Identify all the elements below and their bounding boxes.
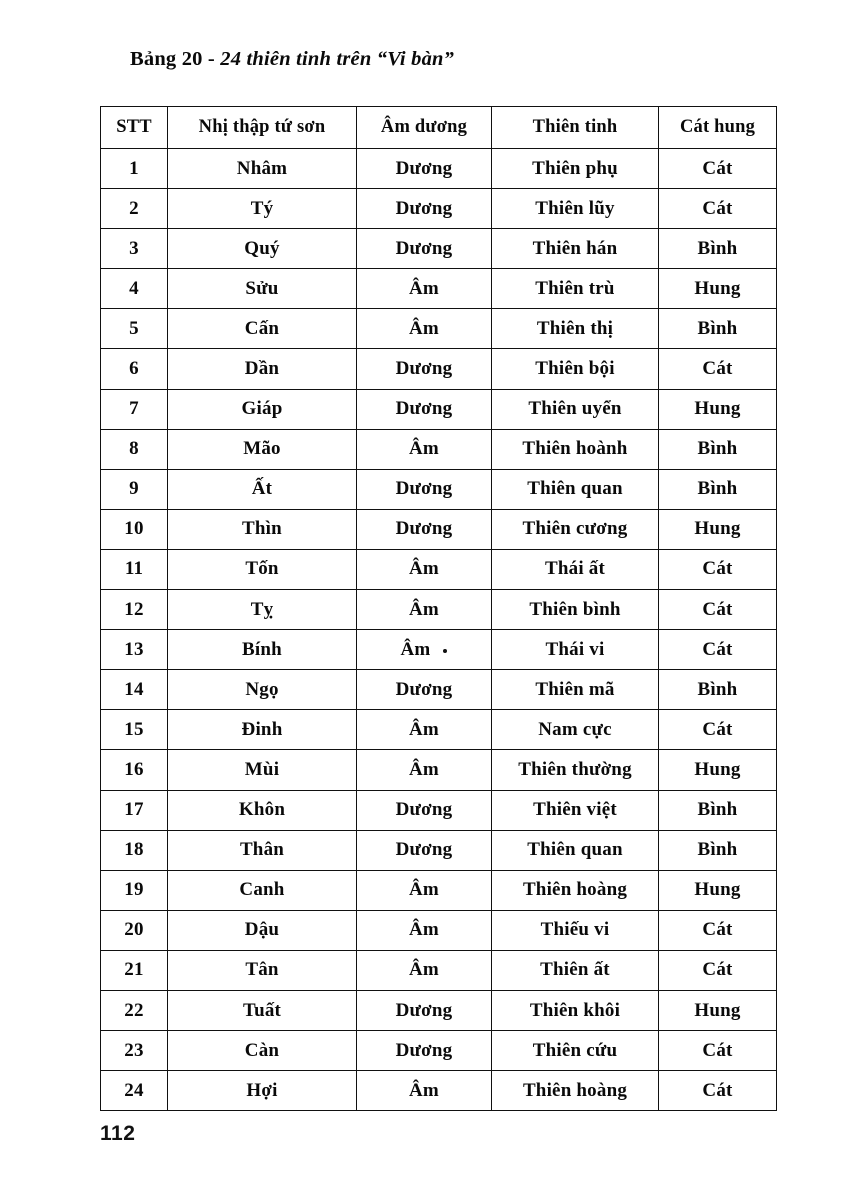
- cell-am-duong: Dương: [357, 830, 492, 870]
- page-number: 112: [100, 1122, 136, 1145]
- cell-thien-tinh: Thiên cương: [492, 509, 659, 549]
- table-caption-lead: Bảng 20 -: [130, 48, 221, 70]
- table-caption-title: 24 thiên tinh trên “Vi bàn”: [220, 48, 455, 70]
- cell-son: Tỵ: [168, 590, 357, 630]
- cell-stt: 4: [101, 269, 168, 309]
- cell-stt: 16: [101, 750, 168, 790]
- cell-cat-hung: Cát: [659, 590, 777, 630]
- cell-cat-hung: Cát: [659, 189, 777, 229]
- cell-thien-tinh: Nam cực: [492, 710, 659, 750]
- cell-stt: 17: [101, 790, 168, 830]
- cell-stt: 21: [101, 950, 168, 990]
- cell-am-duong: Dương: [357, 790, 492, 830]
- cell-am-duong: Dương: [357, 389, 492, 429]
- cell-son: Khôn: [168, 790, 357, 830]
- table-row: [101, 630, 777, 670]
- cell-am-duong: Âm: [357, 870, 492, 910]
- cell-cat-hung: Hung: [659, 750, 777, 790]
- table-row: [101, 149, 777, 189]
- cell-son: Cấn: [168, 309, 357, 349]
- cell-stt: 2: [101, 189, 168, 229]
- table-header-row: [101, 107, 777, 149]
- cell-thien-tinh: Thiên phụ: [492, 149, 659, 189]
- cell-stt: 8: [101, 429, 168, 469]
- cell-am-duong: Dương: [357, 149, 492, 189]
- cell-thien-tinh: Thiên việt: [492, 790, 659, 830]
- cell-am-duong: Dương: [357, 349, 492, 389]
- cell-cat-hung: Cát: [659, 549, 777, 589]
- table-row: [101, 750, 777, 790]
- cell-stt: 5: [101, 309, 168, 349]
- table-row: [101, 509, 777, 549]
- cell-cat-hung: Bình: [659, 790, 777, 830]
- cell-am-duong: Dương: [357, 469, 492, 509]
- cell-son: Bính: [168, 630, 357, 670]
- cell-am-duong: Dương: [357, 189, 492, 229]
- cell-cat-hung: Bình: [659, 229, 777, 269]
- cell-thien-tinh: Thiên mã: [492, 670, 659, 710]
- cell-stt: 19: [101, 870, 168, 910]
- cell-stt: 9: [101, 469, 168, 509]
- table-row: [101, 549, 777, 589]
- cell-son: Ất: [168, 469, 357, 509]
- cell-cat-hung: Hung: [659, 990, 777, 1030]
- cell-am-duong: Âm: [357, 590, 492, 630]
- table-row: [101, 309, 777, 349]
- cell-cat-hung: Bình: [659, 469, 777, 509]
- stars-table: [100, 106, 777, 1111]
- cell-son: Càn: [168, 1031, 357, 1071]
- table-row: [101, 349, 777, 389]
- column-header-am-duong: Âm dương: [357, 107, 492, 149]
- cell-stt: 24: [101, 1071, 168, 1111]
- cell-son: Dần: [168, 349, 357, 389]
- cell-cat-hung: Bình: [659, 429, 777, 469]
- cell-am-duong: Âm: [357, 630, 492, 670]
- table-body: [101, 149, 777, 1111]
- table-row: [101, 830, 777, 870]
- cell-thien-tinh: Thiên trù: [492, 269, 659, 309]
- cell-am-duong: Âm: [357, 309, 492, 349]
- cell-thien-tinh: Thiên uyển: [492, 389, 659, 429]
- cell-cat-hung: Cát: [659, 950, 777, 990]
- cell-son: Ngọ: [168, 670, 357, 710]
- stars-table-container: [100, 106, 776, 1111]
- cell-thien-tinh: Thiên thị: [492, 309, 659, 349]
- cell-son: Mão: [168, 429, 357, 469]
- cell-son: Dậu: [168, 910, 357, 950]
- table-row: [101, 189, 777, 229]
- cell-am-duong: Âm: [357, 710, 492, 750]
- cell-stt: 15: [101, 710, 168, 750]
- cell-cat-hung: Hung: [659, 870, 777, 910]
- cell-am-duong: Âm: [357, 269, 492, 309]
- cell-stt: 6: [101, 349, 168, 389]
- cell-thien-tinh: Thiên bình: [492, 590, 659, 630]
- cell-am-duong: Âm: [357, 1071, 492, 1111]
- cell-son: Sửu: [168, 269, 357, 309]
- cell-son: Thân: [168, 830, 357, 870]
- table-row: [101, 1071, 777, 1111]
- table-row: [101, 670, 777, 710]
- cell-cat-hung: Cát: [659, 1071, 777, 1111]
- column-header-thien-tinh: Thiên tinh: [492, 107, 659, 149]
- cell-thien-tinh: Thiên hoành: [492, 429, 659, 469]
- cell-am-duong: Dương: [357, 509, 492, 549]
- cell-cat-hung: Bình: [659, 670, 777, 710]
- cell-stt: 23: [101, 1031, 168, 1071]
- cell-stt: 11: [101, 549, 168, 589]
- cell-thien-tinh: Thiên quan: [492, 830, 659, 870]
- cell-cat-hung: Cát: [659, 630, 777, 670]
- table-row: [101, 870, 777, 910]
- table-row: [101, 710, 777, 750]
- cell-thien-tinh: Thiên quan: [492, 469, 659, 509]
- cell-son: Giáp: [168, 389, 357, 429]
- cell-stt: 3: [101, 229, 168, 269]
- table-row: [101, 1031, 777, 1071]
- cell-son: Mùi: [168, 750, 357, 790]
- table-row: [101, 269, 777, 309]
- cell-son: Canh: [168, 870, 357, 910]
- cell-cat-hung: Bình: [659, 309, 777, 349]
- cell-am-duong: Dương: [357, 990, 492, 1030]
- table-row: [101, 469, 777, 509]
- column-header-stt: STT: [101, 107, 168, 149]
- table-row: [101, 950, 777, 990]
- cell-son: Đinh: [168, 710, 357, 750]
- cell-thien-tinh: Thái ất: [492, 549, 659, 589]
- cell-cat-hung: Cát: [659, 149, 777, 189]
- cell-cat-hung: Cát: [659, 910, 777, 950]
- cell-son: Nhâm: [168, 149, 357, 189]
- stray-ink-dot: [443, 649, 447, 653]
- column-header-son: Nhị thập tứ sơn: [168, 107, 357, 149]
- cell-am-duong: Dương: [357, 1031, 492, 1071]
- cell-stt: 18: [101, 830, 168, 870]
- cell-stt: 12: [101, 590, 168, 630]
- cell-thien-tinh: Thiên lũy: [492, 189, 659, 229]
- cell-cat-hung: Hung: [659, 509, 777, 549]
- cell-am-duong: Âm: [357, 910, 492, 950]
- table-row: [101, 429, 777, 469]
- column-header-cat-hung: Cát hung: [659, 107, 777, 149]
- cell-cat-hung: Bình: [659, 830, 777, 870]
- table-row: [101, 990, 777, 1030]
- cell-thien-tinh: Thiên thường: [492, 750, 659, 790]
- cell-son: Tuất: [168, 990, 357, 1030]
- table-row: [101, 910, 777, 950]
- table-row: [101, 790, 777, 830]
- cell-stt: 22: [101, 990, 168, 1030]
- cell-son: Tý: [168, 189, 357, 229]
- cell-cat-hung: Cát: [659, 710, 777, 750]
- table-row: [101, 229, 777, 269]
- cell-am-duong: Âm: [357, 950, 492, 990]
- cell-son: Hợi: [168, 1071, 357, 1111]
- table-caption: [130, 48, 454, 71]
- cell-stt: 10: [101, 509, 168, 549]
- cell-stt: 13: [101, 630, 168, 670]
- cell-am-duong: Dương: [357, 229, 492, 269]
- cell-stt: 7: [101, 389, 168, 429]
- cell-son: Tốn: [168, 549, 357, 589]
- cell-thien-tinh: Thái vi: [492, 630, 659, 670]
- cell-cat-hung: Cát: [659, 1031, 777, 1071]
- table-row: [101, 389, 777, 429]
- cell-stt: 1: [101, 149, 168, 189]
- cell-am-duong: Âm: [357, 429, 492, 469]
- cell-stt: 14: [101, 670, 168, 710]
- cell-thien-tinh: Thiên hoàng: [492, 1071, 659, 1111]
- cell-thien-tinh: Thiên hán: [492, 229, 659, 269]
- cell-cat-hung: Hung: [659, 389, 777, 429]
- cell-cat-hung: Cát: [659, 349, 777, 389]
- cell-son: Thìn: [168, 509, 357, 549]
- cell-stt: 20: [101, 910, 168, 950]
- cell-thien-tinh: Thiên cứu: [492, 1031, 659, 1071]
- cell-thien-tinh: Thiếu vi: [492, 910, 659, 950]
- cell-thien-tinh: Thiên hoàng: [492, 870, 659, 910]
- cell-son: Quý: [168, 229, 357, 269]
- cell-am-duong: Âm: [357, 549, 492, 589]
- cell-cat-hung: Hung: [659, 269, 777, 309]
- cell-thien-tinh: Thiên ất: [492, 950, 659, 990]
- cell-thien-tinh: Thiên khôi: [492, 990, 659, 1030]
- cell-thien-tinh: Thiên bội: [492, 349, 659, 389]
- cell-son: Tân: [168, 950, 357, 990]
- table-row: [101, 590, 777, 630]
- cell-am-duong: Dương: [357, 670, 492, 710]
- cell-am-duong: Âm: [357, 750, 492, 790]
